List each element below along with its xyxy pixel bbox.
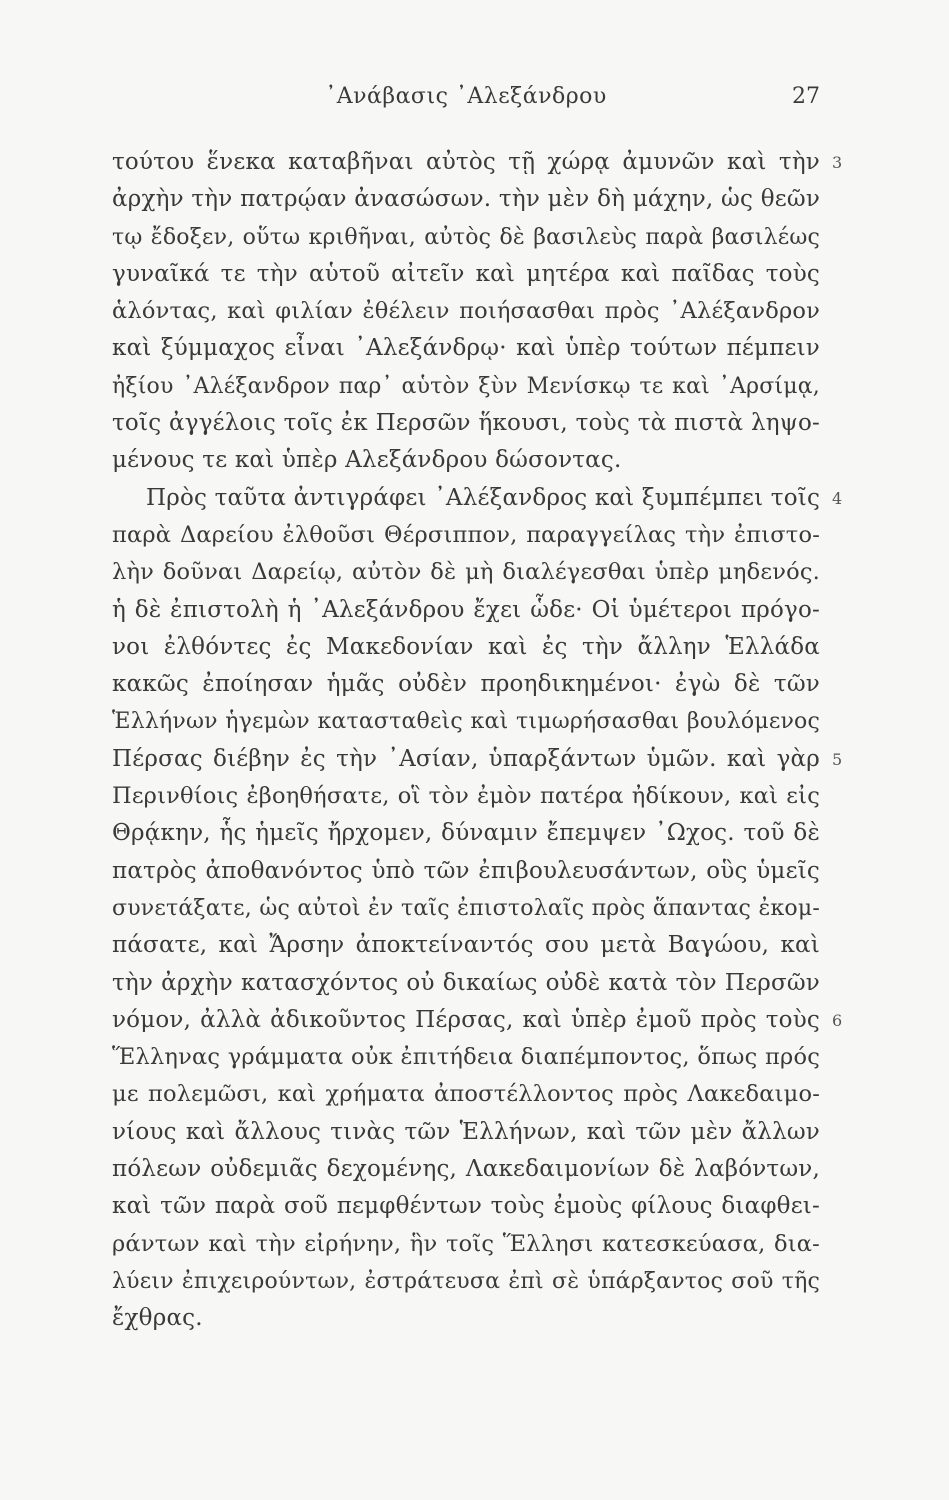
- line-text: Ἑλλήνων ἡγεμὼν κατασταθεὶς καὶ τιμωρήσασθαι βουλόμενος: [112, 709, 820, 735]
- section-number: 6: [832, 1010, 843, 1030]
- line-text: πάσατε, καὶ Ἄρσην ἀποκτείναντός σου μετὰ Βαγώου, καὶ: [112, 932, 820, 959]
- text-line: [112, 778, 820, 815]
- line-text: παρὰ Δαρείου ἐλθοῦσι Θέρσιππον, παραγγείλας τὴν ἐπιστο-: [112, 521, 820, 548]
- line-text: συνετάξατε, ὡς αὐτοὶ ἐν ταῖς ἐπιστολαῖς πρὸς ἅπαντας ἐκομ-: [112, 895, 820, 921]
- text-line: [112, 890, 820, 927]
- line-text: πατρὸς ἀποθανόντος ὑπὸ τῶν ἐπιβουλευσάντων, οὓς ὑμεῖς: [112, 857, 820, 884]
- line-text: καὶ ξύμμαχος εἶναι ᾿Αλεξάνδρῳ· καὶ ὑπὲρ τούτων πέμπειν: [112, 335, 820, 362]
- text-line: [112, 293, 820, 330]
- line-text: Πρὸς ταῦτα ἀντιγράφει ᾿Αλέξανδρος καὶ ξυμπέμπει τοῖς: [146, 484, 821, 511]
- line-text: Πέρσας διέβην ἐς τὴν ᾿Ασίαν, ὑπαρξάντων ὑμῶν. καὶ γὰρ: [112, 745, 820, 772]
- text-line: [112, 1076, 820, 1113]
- line-text: ἀρχὴν τὴν πατρῴαν ἀνασώσων. τὴν μὲν δὴ μάχην, ὡς θεῶν: [112, 186, 820, 213]
- text-line: [112, 1263, 820, 1300]
- text-line: [112, 330, 820, 367]
- text-line: [112, 703, 820, 740]
- text-line: [112, 965, 820, 1002]
- line-text: νοι ἐλθόντες ἐς Μακεδονίαν καὶ ἐς τὴν ἄλλην Ἑλλάδα: [112, 633, 820, 660]
- line-text: με πολεμῶσι, καὶ χρήματα ἀποστέλλοντος πρὸς Λακεδαιμο-: [112, 1081, 820, 1108]
- text-line: [112, 405, 820, 442]
- text-line: [112, 181, 820, 218]
- line-text: τούτου ἕνεκα καταβῆναι αὐτὸς τῇ χώρᾳ ἀμυνῶν καὶ τὴν: [112, 149, 820, 175]
- line-text: ἡ δὲ ἐπιστολὴ ἡ ᾿Αλεξάνδρου ἔχει ὧδε· Οἱ ὑμέτεροι πρόγο-: [112, 596, 820, 623]
- running-title: ᾿Ανάβασις ᾿Αλεξάνδρου: [325, 84, 607, 109]
- line-text: νίους καὶ ἄλλους τινὰς τῶν Ἑλλήνων, καὶ τῶν μὲν ἄλλων: [112, 1118, 820, 1145]
- text-line: [112, 1002, 843, 1039]
- text-line: [112, 666, 820, 703]
- text-line: [112, 815, 820, 852]
- line-text: Θρᾴκην, ἧς ἡμεῖς ἤρχομεν, δύναμιν ἔπεμψεν ᾿Ωχος. τοῦ δὲ: [112, 820, 820, 847]
- section-number: 4: [832, 488, 843, 508]
- text-line: [112, 517, 820, 554]
- text-line: [112, 853, 820, 890]
- text-line: [112, 1114, 820, 1151]
- line-text: πόλεων οὐδεμιᾶς δεχομένης, Λακεδαιμονίων δὲ λαβόντων,: [112, 1156, 820, 1183]
- line-text: καὶ τῶν παρὰ σοῦ πεμφθέντων τοὺς ἐμοὺς φίλους διαφθει-: [112, 1193, 820, 1220]
- text-line: [112, 1151, 820, 1188]
- text-line: [112, 256, 820, 293]
- text-line: [112, 1300, 820, 1337]
- line-text: τῳ ἔδοξεν, οὕτω κριθῆναι, αὐτὸς δὲ βασιλεὺς παρὰ βασιλέως: [112, 224, 820, 250]
- line-text: λύειν ἐπιχειρούντων, ἐστράτευσα ἐπὶ σὲ ὑπάρξαντος σοῦ τῆς: [112, 1268, 820, 1294]
- line-text: γυναῖκά τε τὴν αὑτοῦ αἰτεῖν καὶ μητέρα καὶ παῖδας τοὺς: [112, 260, 820, 287]
- line-text: ράντων καὶ τὴν εἰρήνην, ἣν τοῖς Ἕλλησι κατεσκεύασα, δια-: [112, 1230, 820, 1257]
- text-line: [112, 554, 820, 591]
- line-text: Ἕλληνας γράμματα οὐκ ἐπιτήδεια διαπέμποντος, ὅπως πρός: [112, 1044, 820, 1071]
- line-text: μένους τε καὶ ὑπὲρ Αλεξάνδρου δώσοντας.: [112, 447, 622, 474]
- text-line: [112, 219, 820, 256]
- line-text: τὴν ἀρχὴν κατασχόντος οὐ δικαίως οὐδὲ κατὰ τὸν Περσῶν: [112, 969, 820, 996]
- text-line: [112, 368, 820, 405]
- text-line: [112, 144, 843, 181]
- section-number: 5: [832, 749, 843, 769]
- text-line: [112, 629, 820, 666]
- line-text: ἁλόντας, καὶ φιλίαν ἐθέλειν ποιήσασθαι πρὸς ᾿Αλέξανδρον: [112, 298, 820, 325]
- text-line: [112, 927, 820, 964]
- line-text: Περινθίοις ἐβοηθήσατε, οἳ τὸν ἐμὸν πατέρα ἠδίκουν, καὶ εἰς: [112, 783, 820, 810]
- line-text: τοῖς ἀγγέλοις τοῖς ἐκ Περσῶν ἥκουσι, τοὺς τὰ πιστὰ ληψο-: [112, 410, 820, 437]
- text-line: [112, 442, 820, 479]
- line-text: νόμον, ἀλλὰ ἀδικοῦντος Πέρσας, καὶ ὑπὲρ ἐμοῦ πρὸς τοὺς: [112, 1006, 820, 1033]
- section-number: 3: [832, 153, 843, 172]
- running-head: [112, 84, 820, 114]
- text-line: [112, 592, 820, 629]
- body-text: [112, 144, 843, 1338]
- text-line: [112, 741, 843, 778]
- line-text: λὴν δοῦναι Δαρείῳ, αὐτὸν δὲ μὴ διαλέγεσθαι ὑπὲρ μηδενός.: [112, 559, 820, 586]
- line-text: κακῶς ἐποίησαν ἡμᾶς οὐδὲν προηδικημένοι· ἐγὼ δὲ τῶν: [112, 671, 820, 698]
- text-line: [112, 480, 843, 517]
- line-text: ἔχθρας.: [112, 1305, 203, 1332]
- text-line: [112, 1039, 820, 1076]
- page-number: 27: [792, 84, 820, 109]
- line-text: ἠξίου ᾿Αλέξανδρον παρ᾿ αὑτὸν ξὺν Μενίσκῳ τε καὶ ᾿Αρσίμᾳ,: [112, 373, 820, 399]
- text-line: [112, 1226, 820, 1263]
- text-line: [112, 1188, 820, 1225]
